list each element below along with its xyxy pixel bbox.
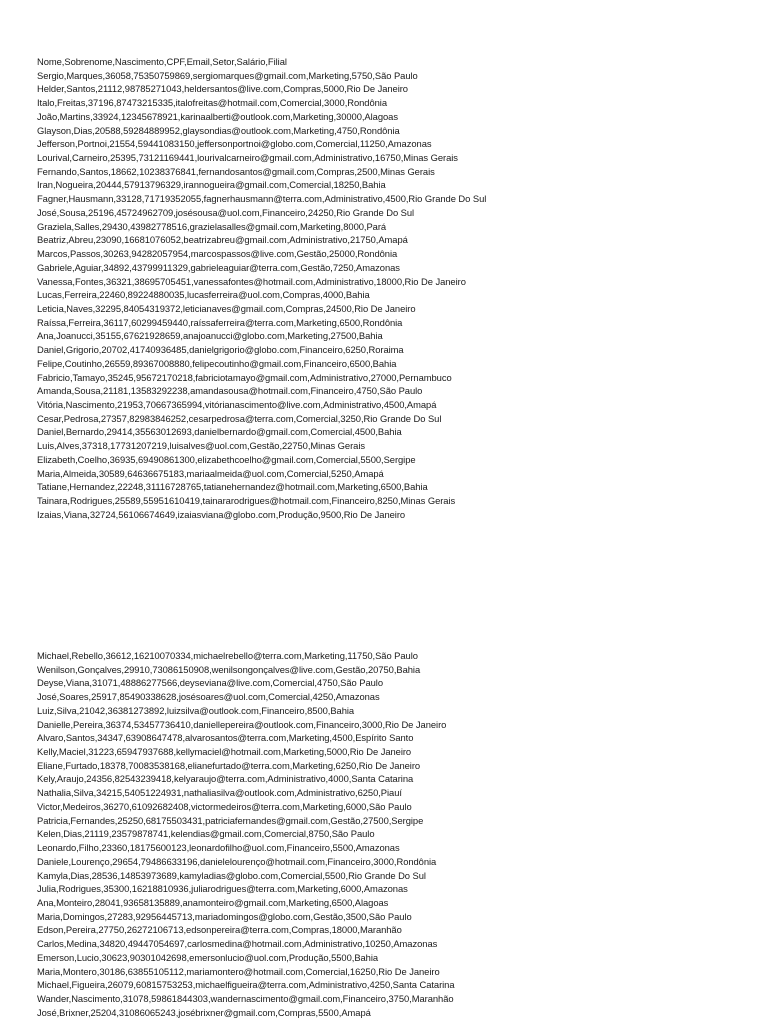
csv-record-line: Sergio,Marques,36058,75350759869,sergiomarques@gmail.com,Marketing,5750,São Paulo [37, 69, 418, 81]
csv-record-line: Danielle,Pereira,36374,53457736410,daniellepereira@outlook.com,Financeiro,3000,Rio De Janeiro [37, 718, 447, 730]
csv-record-line: Deyse,Viana,31071,48886277566,deyseviana@live.com,Comercial,4750,São Paulo [37, 677, 383, 689]
csv-record-line: Amanda,Sousa,21181,13583292238,amandasousa@hotmail.com,Financeiro,4750,São Paulo [37, 385, 423, 397]
csv-record-line: Ana,Joanucci,35155,67621928659,anajoanucci@globo.com,Marketing,27500,Bahia [37, 330, 383, 342]
csv-record-line: Cesar,Pedrosa,27357,82983846252,cesarpedrosa@terra.com,Comercial,3250,Rio Grande Do Sul [37, 412, 442, 424]
csv-record-line: Vitória,Nascimento,21953,70667365994,vitórianascimento@live.com,Administrativo,4500,Amapá [37, 398, 437, 410]
csv-record-line: Tatiane,Hernandez,22248,31116728765,tatianehernandez@hotmail.com,Marketing,6500,Bahia [37, 481, 428, 493]
csv-record-line: Glayson,Dias,20588,59284889952,glaysondias@outlook.com,Marketing,4750,Rondônia [37, 124, 400, 136]
csv-record-line: Luis,Alves,37318,17731207219,luisalves@uol.com,Gestão,22750,Minas Gerais [37, 440, 365, 452]
csv-record-line: Lucas,Ferreira,22460,89224880035,lucasferreira@uol.com,Compras,4000,Bahia [37, 289, 370, 301]
csv-record-line: José,Sousa,25196,45724962709,josésousa@uol.com,Financeiro,24250,Rio Grande Do Sul [37, 206, 415, 218]
csv-record-line: Kamyla,Dias,28536,14853973689,kamyladias@globo.com,Comercial,5500,Rio Grande Do Sul [37, 869, 426, 881]
csv-record-line: Leonardo,Filho,23360,18175600123,leonardofilho@uol.com,Financeiro,5500,Amazonas [37, 842, 400, 854]
csv-record-line: Alvaro,Santos,34347,63908647478,alvarosantos@terra.com,Marketing,4500,Espírito Santo [37, 732, 414, 744]
csv-text-block-1 [37, 55, 757, 521]
csv-record-line: Carlos,Medina,34820,49447054697,carlosmedina@hotmail.com,Administrativo,10250,Amazonas [37, 938, 438, 950]
csv-record-line: Maria,Domingos,27283,92956445713,mariadomingos@globo.com,Gestão,3500,São Paulo [37, 910, 412, 922]
csv-record-line: João,Martins,33924,12345678921,karinaalberti@outlook.com,Marketing,30000,Alagoas [37, 110, 398, 122]
csv-record-line: Julia,Rodrigues,35300,16218810936,juliarodrigues@terra.com,Marketing,6000,Amazonas [37, 883, 408, 895]
csv-record-line: Emerson,Lucio,30623,90301042698,emersonlucio@uol.com,Produção,5500,Bahia [37, 951, 379, 963]
csv-record-line: Daniel,Grigorio,20702,41740936485,danielgrigorio@globo.com,Financeiro,6250,Roraima [37, 344, 404, 356]
csv-record-line: Michael,Figueira,26079,60815753253,michaelfigueira@terra.com,Administrativo,4250,Santa Catarina [37, 979, 455, 991]
csv-text-block-2 [37, 649, 757, 1019]
csv-record-line: Victor,Medeiros,36270,61092682408,victormedeiros@terra.com,Marketing,6000,São Paulo [37, 800, 412, 812]
csv-record-line: Luiz,Silva,21042,36381273892,luizsilva@outlook.com,Financeiro,8500,Bahia [37, 704, 355, 716]
csv-record-line: Gabriele,Aguiar,34892,43799911329,gabrieleaguiar@terra.com,Gestão,7250,Amazonas [37, 261, 400, 273]
csv-record-line: Izaias,Viana,32724,56106674649,izaiasviana@globo.com,Produção,9500,Rio De Janeiro [37, 508, 406, 520]
csv-record-line: José,Soares,25917,85490338628,josésoares@uol.com,Comercial,4250,Amazonas [37, 691, 380, 703]
csv-record-line: Maria,Almeida,30589,64636675183,mariaalmeida@uol.com,Comercial,5250,Amapá [37, 467, 384, 479]
csv-record-line: José,Brixner,25204,31086065243,josébrixner@gmail.com,Compras,5500,Amapá [37, 1006, 371, 1018]
csv-record-line: Elizabeth,Coelho,36935,69490861300,elizabethcoelho@gmail.com,Comercial,5500,Sergipe [37, 453, 416, 465]
csv-record-line: Marcos,Passos,30263,94282057954,marcospassos@live.com,Gestão,25000,Rondônia [37, 248, 398, 260]
csv-record-line: Kely,Araujo,24356,82543239418,kelyaraujo@terra.com,Administrativo,4000,Santa Catarina [37, 773, 414, 785]
csv-record-line: Nathalia,Silva,34215,54051224931,nathaliasilva@outlook.com,Administrativo,6250,Piauí [37, 787, 402, 799]
csv-record-line: Michael,Rebello,36612,16210070334,michaelrebello@terra.com,Marketing,11750,São Paulo [37, 650, 418, 661]
csv-record-line: Graziela,Salles,29430,43982778516,grazielasalles@gmail.com,Marketing,8000,Pará [37, 220, 387, 232]
csv-record-line: Kelen,Dias,21119,23579878741,kelendias@gmail.com,Comercial,8750,São Paulo [37, 828, 375, 840]
csv-record-line: Helder,Santos,21112,98785271043,heldersantos@live.com,Compras,5000,Rio De Janeiro [37, 83, 408, 95]
csv-record-line: Daniele,Lourenço,29654,79486633196,danielelourenço@hotmail.com,Financeiro,3000,Rondônia [37, 855, 437, 867]
csv-record-line: Kelly,Maciel,31223,65947937688,kellymaciel@hotmail.com,Marketing,5000,Rio De Janeiro [37, 746, 412, 758]
csv-record-line: Daniel,Bernardo,29414,35563012693,danielbernardo@gmail.com,Comercial,4500,Bahia [37, 426, 402, 438]
csv-record-line: Vanessa,Fontes,36321,38695705451,vanessafontes@hotmail.com,Administrativo,18000,Rio De Janeiro [37, 275, 466, 287]
csv-header-line: Nome,Sobrenome,Nascimento,CPF,Email,Setor,Salário,Filial [37, 56, 287, 67]
csv-record-line: Italo,Freitas,37196,87473215335,italofreitas@hotmail.com,Comercial,3000,Rondônia [37, 97, 387, 109]
csv-record-line: Fernando,Santos,18662,10238376841,fernandosantos@gmail.com,Compras,2500,Minas Gerais [37, 165, 435, 177]
csv-record-line: Eliane,Furtado,18378,70083538168,elianefurtado@terra.com,Marketing,6250,Rio De Janeiro [37, 759, 421, 771]
csv-record-line: Iran,Nogueira,20444,57913796329,irannogueira@gmail.com,Comercial,18250,Bahia [37, 179, 386, 191]
csv-record-line: Lourival,Carneiro,25395,73121169441,lourivalcarneiro@gmail.com,Administrativo,16750,Minas Gerais [37, 152, 458, 164]
csv-record-line: Tainara,Rodrigues,25589,55951610419,tainararodrigues@hotmail.com,Financeiro,8250,Minas Gerais [37, 495, 456, 506]
csv-record-line: Wenilson,Gonçalves,29910,73086150908,wenilsongonçalves@live.com,Gestão,20750,Bahia [37, 663, 421, 675]
csv-record-line: Beatriz,Abreu,23090,16681076052,beatrizabreu@gmail.com,Administrativo,21750,Amapá [37, 234, 408, 246]
csv-record-line: Fabricio,Tamayo,35245,95672170218,fabriciotamayo@gmail.com,Administrativo,27000,Pernambuco [37, 371, 452, 383]
csv-record-line: Leticia,Naves,32295,84054319372,leticianaves@gmail.com,Compras,24500,Rio De Janeiro [37, 302, 416, 314]
csv-record-line: Ana,Monteiro,28041,93658135889,anamonteiro@gmail.com,Marketing,6500,Alagoas [37, 896, 389, 908]
csv-record-line: Raíssa,Ferreira,36117,60299459440,raíssaferreira@terra.com,Marketing,6500,Rondônia [37, 316, 403, 328]
csv-record-line: Fagner,Hausmann,33128,71719352055,fagnerhausmann@terra.com,Administrativo,4500,Rio Grande Do Sul [37, 193, 487, 205]
csv-record-line: Maria,Montero,30186,63855105112,mariamontero@hotmail.com,Comercial,16250,Rio De Janeiro [37, 965, 440, 977]
csv-record-line: Wander,Nascimento,31078,59861844303,wandernascimento@gmail.com,Financeiro,3750,Maranhão [37, 992, 454, 1004]
csv-record-line: Edson,Pereira,27750,26272106713,edsonpereira@terra.com,Compras,18000,Maranhão [37, 924, 402, 936]
csv-record-line: Felipe,Coutinho,26559,89367008880,felipecoutinho@gmail.com,Financeiro,6500,Bahia [37, 357, 397, 369]
csv-record-line: Jefferson,Portnoi,21554,59441083150,jeffersonportnoi@globo.com,Comercial,11250,Amazonas [37, 138, 432, 150]
csv-record-line: Patricia,Fernandes,25250,68175503431,patriciafernandes@gmail.com,Gestão,27500,Sergipe [37, 814, 424, 826]
